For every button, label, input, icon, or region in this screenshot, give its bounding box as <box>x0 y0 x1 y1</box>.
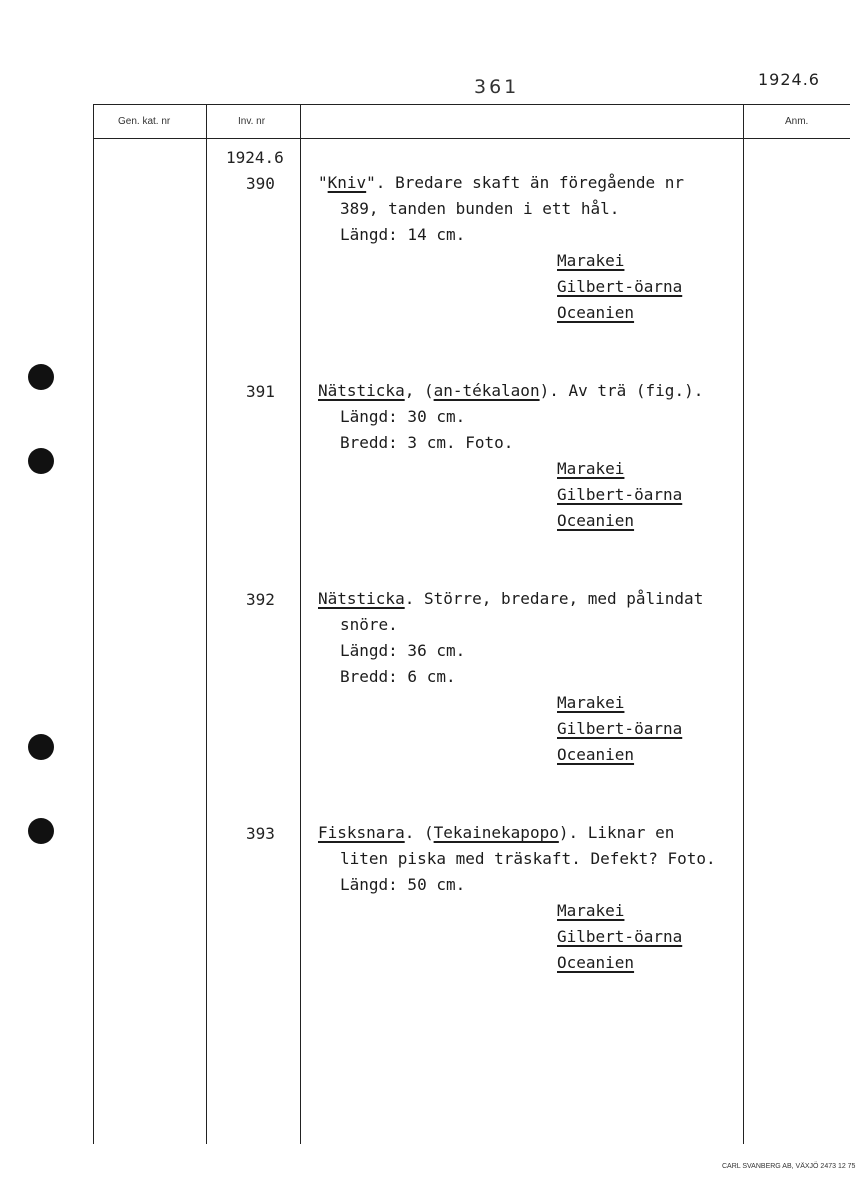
entry-description-line: Bredd: 6 cm. <box>340 667 456 686</box>
inventory-year: 1924.6 <box>226 148 284 167</box>
entry-description-line: 389, tanden bunden i ett hål. <box>340 199 620 218</box>
entry-description-line: Längd: 50 cm. <box>340 875 466 894</box>
inventory-number: 392 <box>246 590 275 609</box>
left-border <box>93 104 94 1144</box>
entry-description-line: Nätsticka, (an-tékalaon). Av trä (fig.). <box>318 381 704 400</box>
inventory-number: 391 <box>246 382 275 401</box>
entry-description-line: "Kniv". Bredare skaft än föregående nr <box>318 173 685 192</box>
entry-description-line: Längd: 14 cm. <box>340 225 466 244</box>
entry-locality-line: Oceanien <box>557 745 635 764</box>
page-number: 361 <box>474 76 520 98</box>
entry-locality-line: Marakei <box>557 459 625 478</box>
binder-hole <box>28 734 54 760</box>
entry-locality-line: Gilbert-öarna <box>557 277 683 296</box>
inventory-number: 390 <box>246 174 275 193</box>
entry-description-line: liten piska med träskaft. Defekt? Foto. <box>340 849 716 868</box>
entry-locality-line: Oceanien <box>557 953 635 972</box>
binder-hole <box>28 818 54 844</box>
entry-locality-line: Gilbert-öarna <box>557 927 683 946</box>
entry-description-line: Längd: 30 cm. <box>340 407 466 426</box>
entry-locality-line: Marakei <box>557 251 625 270</box>
entry-description-line: Fisksnara. (Tekainekapopo). Liknar en <box>318 823 675 842</box>
header-inv: Inv. nr <box>238 116 266 127</box>
header-gen-kat: Gen. kat. nr <box>118 116 171 127</box>
entry-description-line: Nätsticka. Större, bredare, med pålindat <box>318 589 704 608</box>
entry-description-line: snöre. <box>340 615 398 634</box>
entry-locality-line: Marakei <box>557 901 625 920</box>
entry-locality-line: Gilbert-öarna <box>557 485 683 504</box>
column-divider <box>743 104 744 1144</box>
binder-hole <box>28 448 54 474</box>
entry-locality-line: Oceanien <box>557 303 635 322</box>
header-anm: Anm. <box>785 116 809 127</box>
inventory-number: 393 <box>246 824 275 843</box>
page-reference: 1924.6 <box>758 70 820 89</box>
entry-description-line: Bredd: 3 cm. Foto. <box>340 433 514 452</box>
entry-locality-line: Gilbert-öarna <box>557 719 683 738</box>
column-divider <box>300 104 301 1144</box>
printer-mark: CARL SVANBERG AB, VÄXJÖ 2473 12 75 <box>722 1163 856 1170</box>
entry-description-line: Längd: 36 cm. <box>340 641 466 660</box>
entry-locality-line: Oceanien <box>557 511 635 530</box>
binder-hole <box>28 364 54 390</box>
entry-locality-line: Marakei <box>557 693 625 712</box>
column-divider <box>206 104 207 1144</box>
